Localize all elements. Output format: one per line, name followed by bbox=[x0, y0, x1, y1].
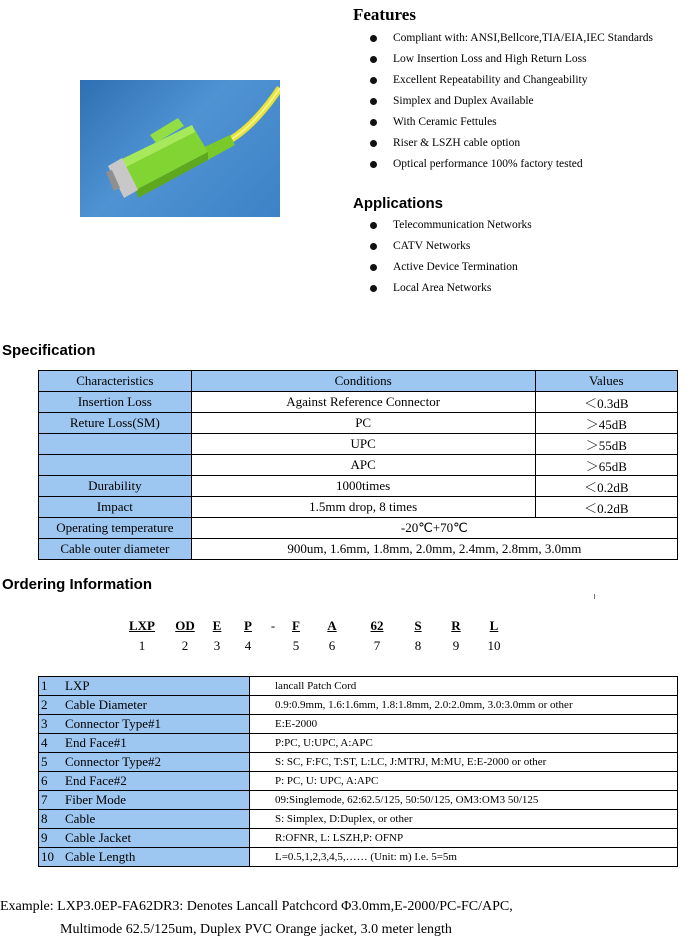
spec-row bbox=[39, 392, 678, 413]
applications-heading: Applications bbox=[353, 195, 444, 212]
order-code-segment: F bbox=[292, 618, 300, 633]
order-row bbox=[39, 715, 678, 734]
features-item-label: Compliant with: ANSI,Bellcore,TIA/EIA,IEC Standards bbox=[393, 32, 653, 44]
spec-cell: ＞45dB bbox=[535, 413, 677, 434]
order-field-value: E:E-2000 bbox=[250, 715, 678, 734]
order-field-name: LXP bbox=[65, 678, 90, 693]
specification-table bbox=[38, 370, 678, 560]
order-row bbox=[39, 772, 678, 791]
applications-list bbox=[353, 215, 532, 299]
spec-cell: ＜0.2dB bbox=[535, 476, 677, 497]
spec-cell bbox=[39, 455, 192, 476]
spec-cell: Against Reference Connector bbox=[191, 392, 535, 413]
spec-cell: 1.5mm drop, 8 times bbox=[191, 497, 535, 518]
order-field bbox=[39, 791, 250, 810]
order-code-segment: A bbox=[327, 618, 337, 633]
order-row bbox=[39, 791, 678, 810]
order-row bbox=[39, 734, 678, 753]
bullet-icon bbox=[370, 285, 377, 292]
order-field-value: P:PC, U:UPC, A:APC bbox=[250, 734, 678, 753]
order-field-value: L=0.5,1,2,3,4,5,…… (Unit: m) I.e. 5=5m bbox=[250, 848, 678, 867]
order-field-name: Connector Type#1 bbox=[65, 716, 161, 731]
features-item bbox=[353, 28, 653, 49]
spec-cell bbox=[39, 434, 192, 455]
order-code-index: 8 bbox=[414, 638, 422, 653]
spec-row bbox=[39, 518, 678, 539]
features-item-label: Simplex and Duplex Available bbox=[393, 95, 534, 107]
order-field-number: 4 bbox=[41, 735, 48, 750]
features-item bbox=[353, 91, 653, 112]
applications-item-label: Local Area Networks bbox=[393, 282, 492, 294]
features-item bbox=[353, 154, 653, 175]
order-code-segment: P bbox=[244, 618, 252, 633]
features-item-label: With Ceramic Fettules bbox=[393, 116, 497, 128]
order-code-segment: 62 bbox=[370, 618, 384, 633]
order-code-index: 2 bbox=[181, 638, 189, 653]
bullet-icon bbox=[370, 98, 377, 105]
spec-column-header: Conditions bbox=[191, 371, 535, 392]
features-item bbox=[353, 112, 653, 133]
bullet-icon bbox=[370, 222, 377, 229]
spec-cell: ＜0.3dB bbox=[535, 392, 677, 413]
applications-item bbox=[353, 257, 532, 278]
bullet-icon bbox=[370, 161, 377, 168]
spec-cell: Cable outer diameter bbox=[39, 539, 192, 560]
order-field bbox=[39, 753, 250, 772]
order-row bbox=[39, 810, 678, 829]
order-row bbox=[39, 696, 678, 715]
order-field bbox=[39, 715, 250, 734]
order-code-index: 10 bbox=[487, 638, 501, 653]
applications-item-label: Telecommunication Networks bbox=[393, 219, 532, 231]
spec-column-header: Values bbox=[535, 371, 677, 392]
bullet-icon bbox=[370, 264, 377, 271]
order-code-index: 5 bbox=[292, 638, 300, 653]
order-field-name: Connector Type#2 bbox=[65, 754, 161, 769]
order-field bbox=[39, 677, 250, 696]
order-field-value: lancall Patch Cord bbox=[250, 677, 678, 696]
applications-item bbox=[353, 215, 532, 236]
spec-row bbox=[39, 539, 678, 560]
order-field-value: S: Simplex, D:Duplex, or other bbox=[250, 810, 678, 829]
bullet-icon bbox=[370, 77, 377, 84]
order-row bbox=[39, 829, 678, 848]
connector-image bbox=[80, 80, 280, 217]
order-code-index: 7 bbox=[373, 638, 381, 653]
spec-cell: -20℃+70℃ bbox=[191, 518, 677, 539]
ordering-table bbox=[38, 676, 678, 867]
order-field-number: 2 bbox=[41, 697, 48, 712]
order-field-name: Cable Jacket bbox=[65, 830, 132, 845]
order-field-name: Cable Diameter bbox=[65, 697, 147, 712]
features-list bbox=[353, 28, 653, 175]
spec-row bbox=[39, 476, 678, 497]
order-code-segment: R bbox=[451, 618, 461, 633]
bullet-icon bbox=[370, 56, 377, 63]
spec-header-row bbox=[39, 371, 678, 392]
order-field-name: End Face#1 bbox=[65, 735, 127, 750]
spec-row bbox=[39, 455, 678, 476]
order-code-index: 1 bbox=[138, 638, 146, 653]
order-field bbox=[39, 829, 250, 848]
order-field bbox=[39, 696, 250, 715]
order-code-segment: S bbox=[414, 618, 422, 633]
features-item-label: Riser & LSZH cable option bbox=[393, 137, 521, 149]
example-text bbox=[0, 895, 700, 941]
features-heading: Features bbox=[353, 5, 416, 24]
order-code-index: 4 bbox=[244, 638, 252, 653]
spec-cell: UPC bbox=[191, 434, 535, 455]
applications-item-label: Active Device Termination bbox=[393, 261, 518, 273]
order-field-name: End Face#2 bbox=[65, 773, 127, 788]
order-code-index: 6 bbox=[328, 638, 336, 653]
order-field-value: P: PC, U: UPC, A:APC bbox=[250, 772, 678, 791]
bullet-icon bbox=[370, 119, 377, 126]
order-field bbox=[39, 810, 250, 829]
order-row bbox=[39, 848, 678, 867]
order-field bbox=[39, 848, 250, 867]
spec-row bbox=[39, 497, 678, 518]
order-field-value: R:OFNR, L: LSZH,P: OFNP bbox=[250, 829, 678, 848]
order-field-value: 0.9:0.9mm, 1.6:1.6mm, 1.8:1.8mm, 2.0:2.0mm, 3.0:3.0mm or other bbox=[250, 696, 678, 715]
bullet-icon bbox=[370, 140, 377, 147]
order-row bbox=[39, 753, 678, 772]
order-code-segment: L bbox=[489, 618, 499, 633]
spec-cell: APC bbox=[191, 455, 535, 476]
spec-cell: ＞55dB bbox=[535, 434, 677, 455]
applications-item bbox=[353, 236, 532, 257]
order-field bbox=[39, 734, 250, 753]
spec-column-header: Characteristics bbox=[39, 371, 192, 392]
order-code-index: 3 bbox=[213, 638, 221, 653]
applications-item-label: CATV Networks bbox=[393, 240, 471, 252]
order-field-number: 5 bbox=[41, 754, 48, 769]
product-photo bbox=[80, 80, 280, 217]
spec-cell: Durability bbox=[39, 476, 192, 497]
order-field-number: 1 bbox=[41, 678, 48, 693]
order-code-index: 9 bbox=[452, 638, 460, 653]
features-item-label: Optical performance 100% factory tested bbox=[393, 158, 583, 170]
order-field-value: 09:Singlemode, 62:62.5/125, 50:50/125, OM3:OM3 50/125 bbox=[250, 791, 678, 810]
spec-cell: Operating temperature bbox=[39, 518, 192, 539]
spec-cell: ＜0.2dB bbox=[535, 497, 677, 518]
specification-heading: Specification bbox=[2, 342, 96, 359]
features-item-label: Excellent Repeatability and Changeability bbox=[393, 74, 588, 86]
order-field-name: Fiber Mode bbox=[65, 792, 127, 807]
order-field-name: Cable bbox=[65, 811, 96, 826]
spec-cell: Insertion Loss bbox=[39, 392, 192, 413]
spec-row bbox=[39, 413, 678, 434]
order-field-number: 8 bbox=[41, 811, 48, 826]
stray-mark bbox=[594, 594, 595, 599]
example-line-1: Example: LXP3.0EP-FA62DR3: Denotes Lancall Patchcord Φ3.0mm,E-2000/PC-FC/APC, bbox=[0, 899, 513, 914]
bullet-icon bbox=[370, 243, 377, 250]
features-item bbox=[353, 133, 653, 154]
features-item bbox=[353, 70, 653, 91]
spec-cell: 900um, 1.6mm, 1.8mm, 2.0mm, 2.4mm, 2.8mm, 3.0mm bbox=[191, 539, 677, 560]
order-field-number: 6 bbox=[41, 773, 48, 788]
spec-cell: PC bbox=[191, 413, 535, 434]
order-field bbox=[39, 772, 250, 791]
order-code-segment: OD bbox=[175, 618, 195, 633]
order-field-number: 9 bbox=[41, 830, 48, 845]
ordering-heading: Ordering Information bbox=[2, 576, 152, 593]
spec-cell: Impact bbox=[39, 497, 192, 518]
order-field-number: 10 bbox=[41, 849, 54, 864]
spec-cell: Reture Loss(SM) bbox=[39, 413, 192, 434]
order-field-number: 3 bbox=[41, 716, 48, 731]
order-field-number: 7 bbox=[41, 792, 48, 807]
order-field-name: Cable Length bbox=[65, 849, 136, 864]
features-item-label: Low Insertion Loss and High Return Loss bbox=[393, 53, 587, 65]
example-line-2: Multimode 62.5/125um, Duplex PVC Orange jacket, 3.0 meter length bbox=[60, 922, 452, 937]
applications-item bbox=[353, 278, 532, 299]
order-field-value: S: SC, F:FC, T:ST, L:LC, J:MTRJ, M:MU, E:E-2000 or other bbox=[250, 753, 678, 772]
order-code-separator: - bbox=[270, 618, 276, 633]
bullet-icon bbox=[370, 35, 377, 42]
order-row bbox=[39, 677, 678, 696]
spec-cell: ＞65dB bbox=[535, 455, 677, 476]
order-code-segment: E bbox=[212, 618, 222, 633]
order-code-segment: LXP bbox=[129, 618, 155, 633]
spec-cell: 1000times bbox=[191, 476, 535, 497]
features-item bbox=[353, 49, 653, 70]
spec-row bbox=[39, 434, 678, 455]
